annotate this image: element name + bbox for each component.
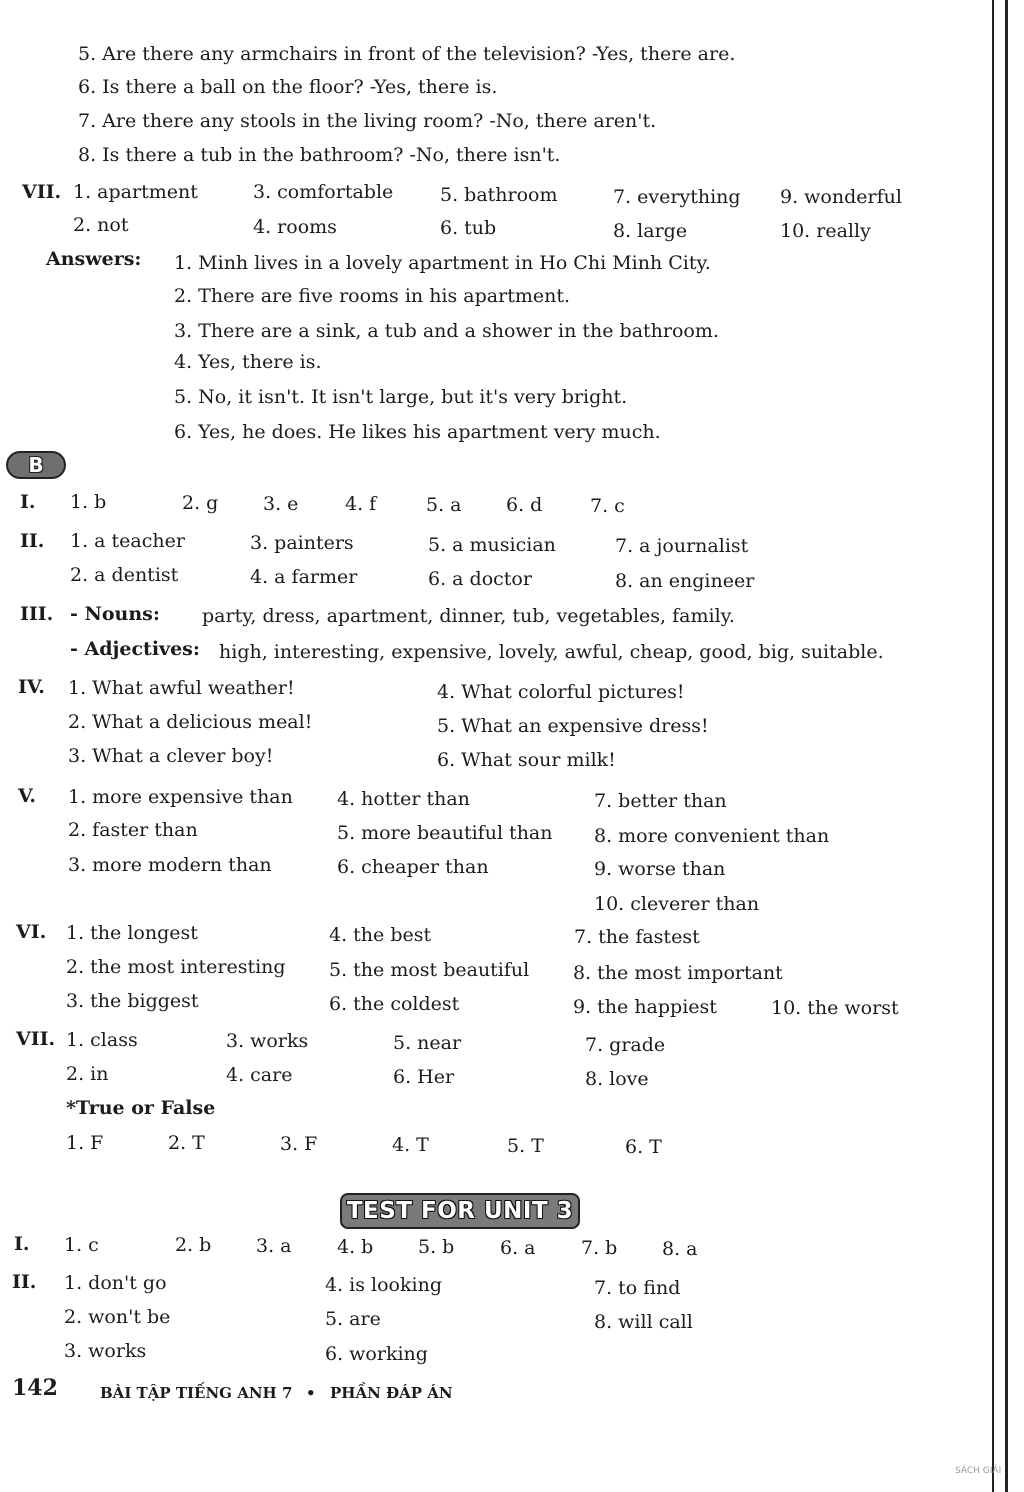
test-unit-banner	[340, 1193, 580, 1229]
answer-item: 7. b	[581, 1237, 618, 1259]
section-heading: VI.	[16, 921, 47, 943]
answer-item: 4. care	[226, 1064, 293, 1086]
answer-item: 8. a	[662, 1238, 698, 1260]
answer-item: 3. works	[64, 1340, 147, 1362]
answer-item: 1. the longest	[66, 922, 198, 944]
nouns-list: party, dress, apartment, dinner, tub, vegetables, family.	[202, 605, 735, 627]
answer-line: 6. Yes, he does. He likes his apartment very much.	[174, 421, 661, 443]
watermark: SÁCH GIẢI	[955, 1466, 1002, 1476]
section-heading: I.	[14, 1233, 30, 1255]
answer-item: 3. the biggest	[66, 990, 199, 1012]
answer-item: 7. a journalist	[615, 535, 749, 557]
answer-item: 8. the most important	[573, 962, 783, 984]
answer-item: 1. a teacher	[70, 530, 185, 552]
answers-label: Answers:	[46, 248, 142, 270]
section-b-badge	[6, 451, 66, 479]
answer-item: 2. g	[182, 492, 219, 514]
answer-item: 5. the most beautiful	[329, 959, 530, 981]
section-heading: II.	[12, 1271, 37, 1293]
answer-item: 6. a	[500, 1237, 536, 1259]
footer-separator: •	[306, 1384, 316, 1402]
true-false-label: *True or False	[66, 1097, 216, 1119]
answer-item: 2. the most interesting	[66, 956, 286, 978]
adjectives-label: - Adjectives:	[70, 638, 200, 660]
answer-item: 4. rooms	[253, 216, 337, 238]
answer-item: 2. a dentist	[70, 564, 179, 586]
section-heading: II.	[20, 530, 45, 552]
answer-item: 4. f	[345, 493, 377, 515]
answer-item: 4. is looking	[325, 1274, 442, 1296]
answer-item: 2. T	[168, 1132, 205, 1154]
answer-item: 7. everything	[613, 186, 741, 208]
answer-item: 1. apartment	[73, 181, 198, 203]
answer-item: 4. hotter than	[337, 788, 470, 810]
answer-item: 5. a musician	[428, 534, 556, 556]
answer-item: 2. in	[66, 1063, 109, 1085]
answer-item: 3. comfortable	[253, 181, 394, 203]
answer-item: 9. worse than	[594, 858, 726, 880]
answer-item: 4. b	[337, 1236, 374, 1258]
section-heading: VII.	[16, 1028, 56, 1050]
answer-item: 5. T	[507, 1135, 544, 1157]
answer-item: 1. don't go	[64, 1272, 167, 1294]
section-heading: V.	[18, 785, 37, 807]
answer-item: 8. will call	[594, 1311, 693, 1333]
binder-edge-line	[1005, 0, 1008, 1492]
answer-item: 5. bathroom	[440, 184, 558, 206]
answer-item: 7. better than	[594, 790, 727, 812]
answer-item: 1. c	[64, 1234, 99, 1256]
answer-line: 4. Yes, there is.	[174, 351, 322, 373]
answer-item: 1. F	[66, 1132, 104, 1154]
answer-item: 3. a	[256, 1235, 292, 1257]
answer-item: 8. love	[585, 1068, 649, 1090]
answer-item: 5. near	[393, 1032, 462, 1054]
answer-item: 2. What a delicious meal!	[68, 711, 313, 733]
answer-item: 6. What sour milk!	[437, 749, 616, 771]
section-heading: I.	[20, 491, 36, 513]
adjectives-list: high, interesting, expensive, lovely, awful, cheap, good, big, suitable.	[219, 641, 884, 663]
answer-item: 3. works	[226, 1030, 309, 1052]
answer-item: 6. T	[625, 1136, 662, 1158]
answer-line: 7. Are there any stools in the living room? -No, there aren't.	[78, 110, 657, 132]
answer-item: 3. painters	[250, 532, 354, 554]
section-heading: VII.	[22, 181, 62, 203]
answer-item: 7. c	[590, 495, 625, 517]
answer-item: 5. b	[418, 1236, 455, 1258]
section-b-label: B	[28, 453, 44, 477]
answer-item: 8. large	[613, 220, 688, 242]
answer-item: 5. a	[426, 494, 462, 516]
answer-item: 6. cheaper than	[337, 856, 489, 878]
page-number: 142	[12, 1375, 58, 1401]
answer-item: 5. are	[325, 1308, 381, 1330]
binder-edge-line	[992, 0, 994, 1492]
answer-item: 3. e	[263, 493, 299, 515]
answer-item: 3. more modern than	[68, 854, 272, 876]
answer-item: 6. a doctor	[428, 568, 532, 590]
answer-item: 3. F	[280, 1133, 318, 1155]
answer-item: 2. faster than	[68, 819, 198, 841]
answer-item: 5. What an expensive dress!	[437, 715, 709, 737]
answer-line: 3. There are a sink, a tub and a shower in the bathroom.	[174, 320, 719, 342]
section-heading: IV.	[18, 676, 45, 698]
book-title: BÀI TẬP TIẾNG ANH 7	[100, 1384, 293, 1402]
answer-item: 10. cleverer than	[594, 893, 760, 915]
answer-item: 7. grade	[585, 1034, 666, 1056]
answer-item: 10. really	[780, 220, 871, 242]
answer-line: 5. No, it isn't. It isn't large, but it's very bright.	[174, 386, 628, 408]
answer-item: 3. What a clever boy!	[68, 745, 274, 767]
answer-item: 8. more convenient than	[594, 825, 830, 847]
answer-line: 8. Is there a tub in the bathroom? -No, there isn't.	[78, 144, 561, 166]
answer-item: 8. an engineer	[615, 570, 755, 592]
answer-item: 6. d	[506, 494, 543, 516]
answer-item: 6. tub	[440, 217, 497, 239]
answer-item: 7. the fastest	[574, 926, 700, 948]
answer-item: 5. more beautiful than	[337, 822, 553, 844]
answer-item: 4. What colorful pictures!	[437, 681, 685, 703]
answer-item: 6. working	[325, 1343, 428, 1365]
answer-item: 2. not	[73, 214, 129, 236]
answer-item: 6. the coldest	[329, 993, 460, 1015]
answer-item: 10. the worst	[771, 997, 899, 1019]
answer-line: 5. Are there any armchairs in front of the television? -Yes, there are.	[78, 43, 736, 65]
nouns-label: - Nouns:	[70, 603, 160, 625]
answer-item: 4. T	[392, 1134, 429, 1156]
answer-item: 6. Her	[393, 1066, 455, 1088]
answer-item: 1. class	[66, 1029, 138, 1051]
answer-item: 9. wonderful	[780, 186, 902, 208]
answer-line: 1. Minh lives in a lovely apartment in Ho Chi Minh City.	[174, 252, 711, 274]
answer-item: 7. to find	[594, 1277, 681, 1299]
answer-item: 9. the happiest	[573, 996, 717, 1018]
test-unit-title: TEST FOR UNIT 3	[346, 1198, 574, 1224]
answer-item: 1. What awful weather!	[68, 677, 295, 699]
answer-item: 2. b	[175, 1234, 212, 1256]
answer-line: 6. Is there a ball on the floor? -Yes, there is.	[78, 76, 498, 98]
footer-section: PHẦN ĐÁP ÁN	[330, 1384, 453, 1402]
answer-item: 4. a farmer	[250, 566, 358, 588]
answer-item: 1. b	[70, 491, 107, 513]
answer-item: 4. the best	[329, 924, 432, 946]
section-heading: III.	[20, 603, 54, 625]
answer-line: 2. There are five rooms in his apartment.	[174, 285, 571, 307]
answer-item: 1. more expensive than	[68, 786, 293, 808]
answer-item: 2. won't be	[64, 1306, 171, 1328]
